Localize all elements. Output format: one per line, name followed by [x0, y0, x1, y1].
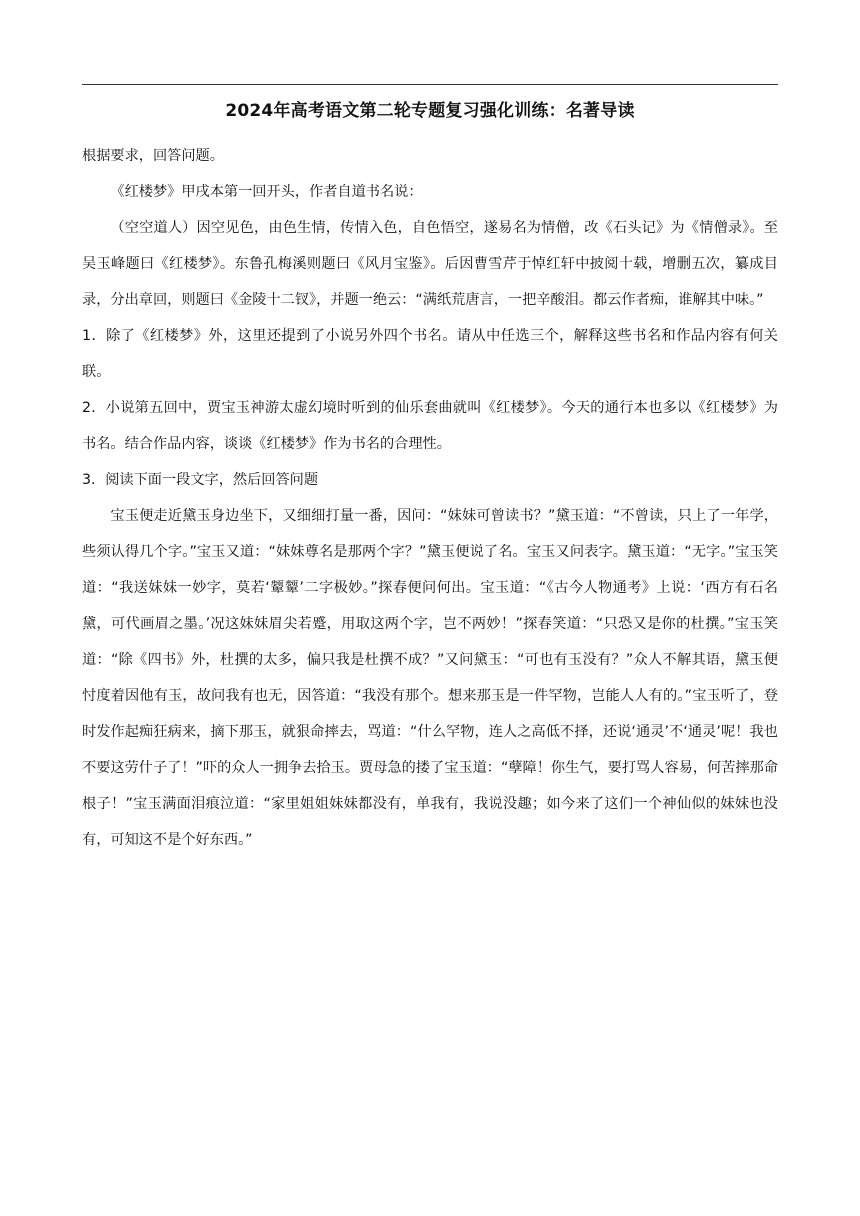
document-title: 2024年高考语文第二轮专题复习强化训练：名著导读	[225, 101, 635, 121]
question-1: 1．除了《红楼梦》外，这里还提到了小说另外四个书名。请从中任选三个，解释这些书名和作品内容有何关联。	[82, 328, 778, 380]
question-3: 3．阅读下面一段文字，然后回答问题	[82, 472, 319, 488]
instructions-text: 根据要求，回答问题。	[82, 148, 224, 164]
passage-intro: 《红楼梦》甲戌本第一回开头，作者自道书名说：	[110, 184, 423, 200]
header-rule	[82, 84, 778, 85]
reading-passage: 宝玉便走近黛玉身边坐下，又细细打量一番，因问：“妹妹可曾读书？”黛玉道：“不曾读，只上了一年学，些须认得几个字。”宝玉又道：“妹妹尊名是那两个字？”黛玉便说了名。宝玉又问表字。黛玉道：“无字。”宝玉笑道：“我送妹妹一妙字，莫若‘颦颦’二字极妙。”探春便问何出。宝玉道：“《古今人物通考》上说：‘西方有石名黛，可代画眉之墨。’况这妹妹眉尖若蹙，用取这两个字，岂不两妙！”探春笑道：“只恐又是你的杜撰。”宝玉笑道：“除《四书》外，杜撰的太多，偏只我是杜撰不成？”又问黛玉：“可也有玉没有？”众人不解其语，黛玉便忖度着因他有玉，故问我有也无，因答道：“我没有那个。想来那玉是一件罕物，岂能人人有的。”宝玉听了，登时发作起痴狂病来，摘下那玉，就狠命摔去，骂道：“什么罕物，连人之高低不择，还说‘通灵’不‘通灵’呢！我也不要这劳什子了！”吓的众人一拥争去拾玉。贾母急的搂了宝玉道：“孽障！你生气，要打骂人容易，何苦摔那命根子！”宝玉满面泪痕泣道：“家里姐姐妹妹都没有，单我有，我说没趣；如今来了这们一个神仙似的妹妹也没有，可知这不是个好东西。”	[82, 508, 778, 848]
passage-quote: （空空道人）因空见色，由色生情，传情入色，自色悟空，遂易名为情僧，改《石头记》为《情僧录》。至吴玉峰题曰《红楼梦》。东鲁孔梅溪则题曰《风月宝鉴》。后因曹雪芹于悼红轩中披阅十载，增删五次，纂成目录，分出章回，则题曰《金陵十二钗》，并题一绝云：“满纸荒唐言，一把辛酸泪。都云作者痴，谁解其中味。”	[82, 220, 778, 308]
question-2: 2．小说第五回中，贾宝玉神游太虚幻境时听到的仙乐套曲就叫《红楼梦》。今天的通行本也多以《红楼梦》为书名。结合作品内容，谈谈《红楼梦》作为书名的合理性。	[82, 400, 778, 452]
document-body	[82, 138, 778, 858]
